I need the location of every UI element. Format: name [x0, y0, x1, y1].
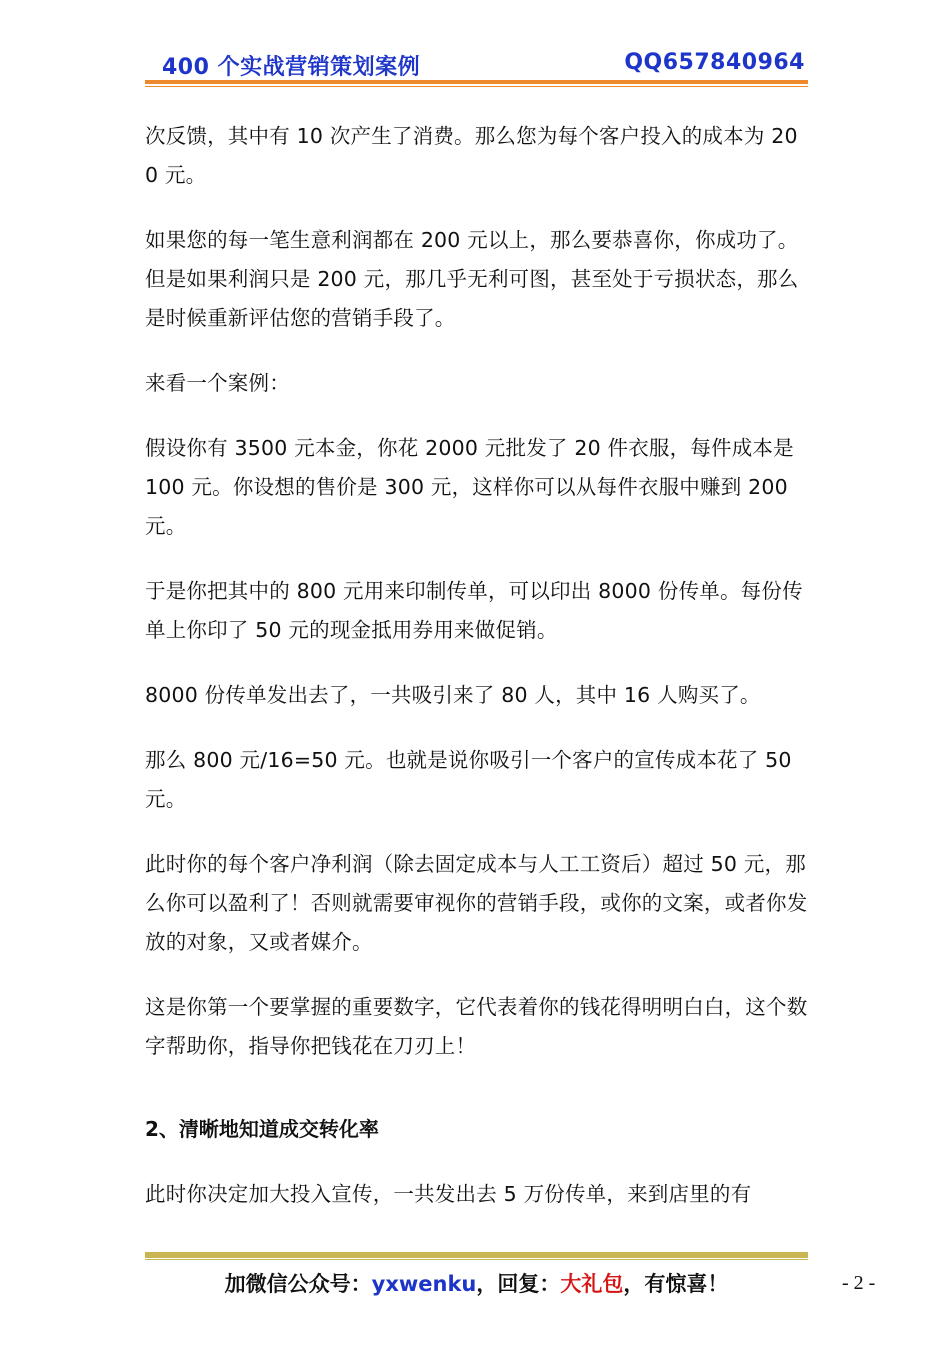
paragraph: 次反馈，其中有 10 次产生了消费。那么您为每个客户投入的成本为 200 元。	[145, 124, 798, 187]
header-qq-number: QQ657840964	[624, 50, 805, 75]
page-header	[145, 50, 808, 80]
footer-keyword: 大礼包	[560, 1272, 624, 1296]
footer-divider	[145, 1252, 808, 1258]
header-title: 400 个实战营销策划案例	[162, 55, 421, 80]
footer-middle: ，回复：	[476, 1272, 561, 1296]
footer-divider-thin	[145, 1259, 808, 1260]
paragraph: 如果您的每一笔生意利润都在 200 元以上，那么要恭喜你，你成功了。但是如果利润只是 200 元，那几乎无利可图，甚至处于亏损状态，那么是时候重新评估您的营销手段了。	[145, 228, 799, 330]
header-divider	[145, 80, 808, 84]
document-body	[145, 117, 808, 1240]
footer-promo	[145, 1268, 808, 1298]
paragraph: 来看一个案例：	[145, 371, 290, 395]
paragraph: 此时你的每个客户净利润（除去固定成本与人工工资后）超过 50 元，那么你可以盈利了！否则就需要审视你的营销手段，或你的文案，或者你发放的对象，又或者媒介。	[145, 852, 808, 954]
paragraph: 8000 份传单发出去了，一共吸引来了 80 人，其中 16 人购买了。	[145, 683, 761, 707]
paragraph: 这是你第一个要掌握的重要数字，它代表着你的钱花得明明白白，这个数字帮助你，指导你把钱花在刀刃上！	[145, 995, 808, 1058]
footer-account: yxwenku	[371, 1272, 477, 1296]
paragraph: 于是你把其中的 800 元用来印制传单，可以印出 8000 份传单。每份传单上你印了 50 元的现金抵用券用来做促销。	[145, 579, 803, 642]
paragraph: 假设你有 3500 元本金，你花 2000 元批发了 20 件衣服，每件成本是 100 元。你设想的售价是 300 元，这样你可以从每件衣服中赚到 200 元。	[145, 436, 794, 538]
section-heading: 2、清晰地知道成交转化率	[145, 1117, 379, 1141]
page-number: - 2 -	[842, 1272, 876, 1294]
paragraph: 此时你决定加大投入宣传，一共发出去 5 万份传单，来到店里的有	[145, 1182, 752, 1206]
header-divider-thin	[145, 86, 808, 87]
footer-suffix: ，有惊喜！	[623, 1272, 729, 1296]
paragraph: 那么 800 元/16=50 元。也就是说你吸引一个客户的宣传成本花了 50 元。	[145, 748, 792, 811]
footer-prefix: 加微信公众号：	[224, 1272, 372, 1296]
